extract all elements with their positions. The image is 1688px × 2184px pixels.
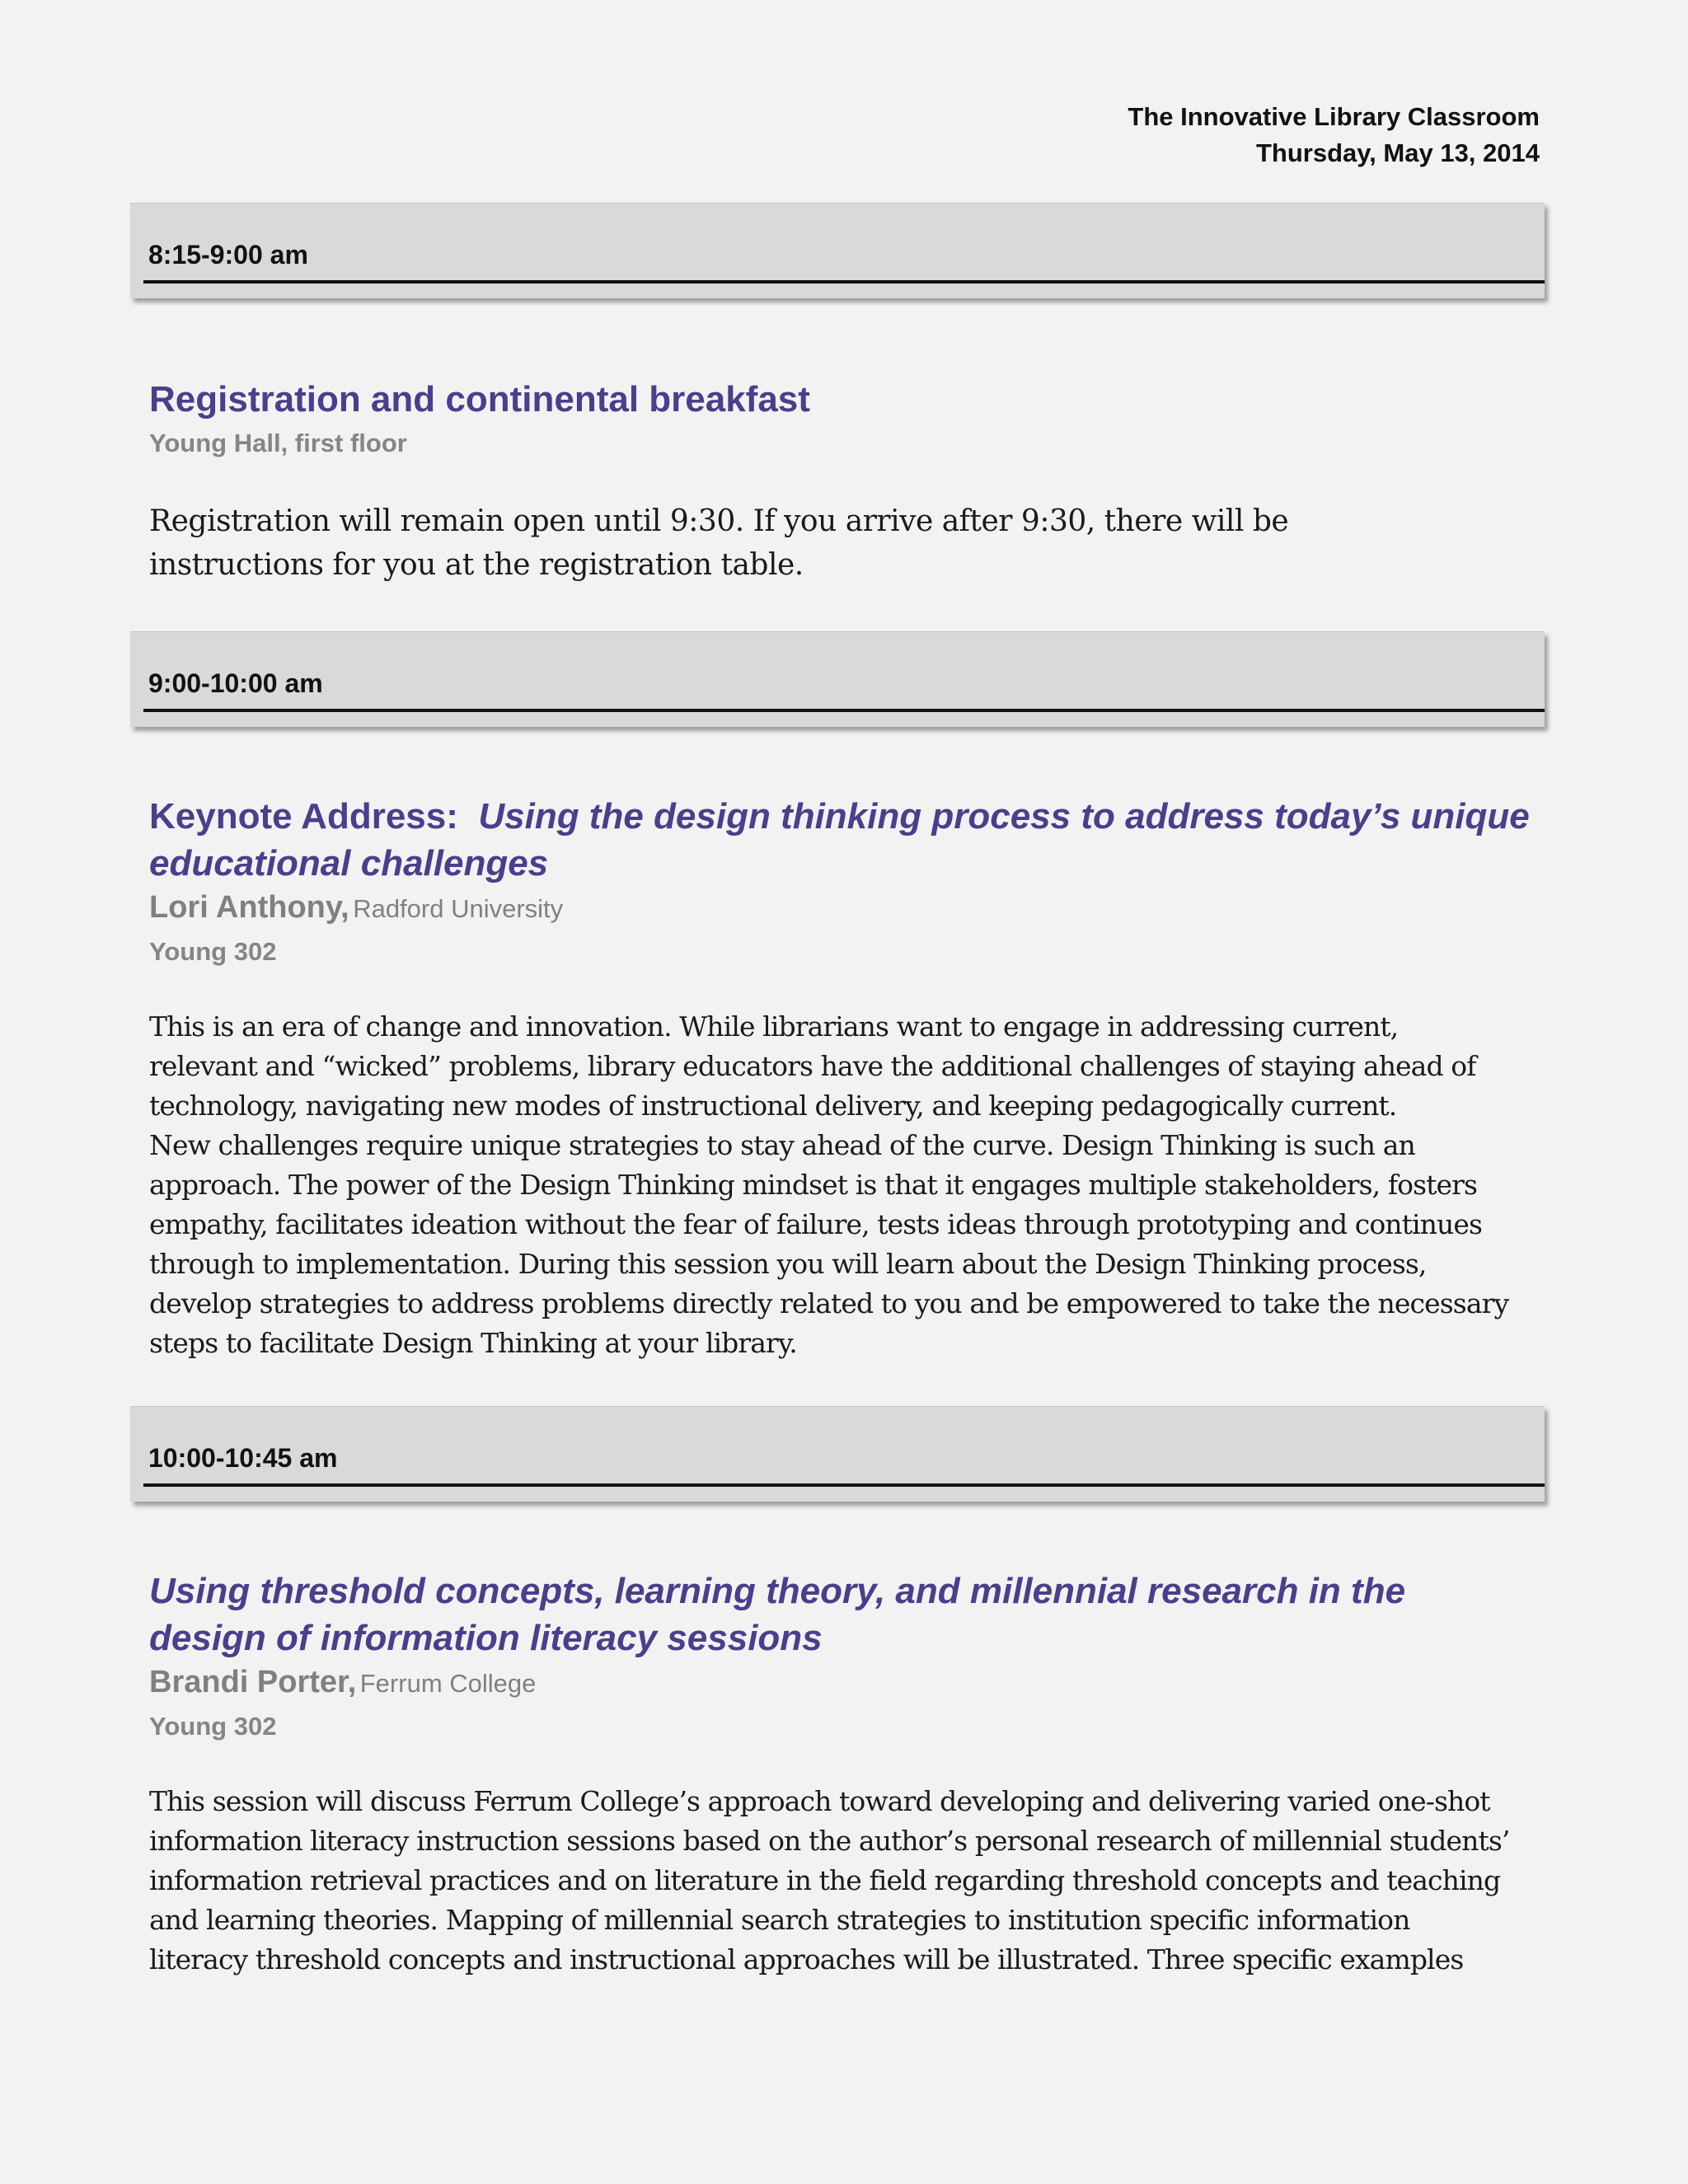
time-slot-rule	[143, 280, 1545, 284]
description-line: literacy threshold concepts and instructional approaches will be illustrated. Three specific examples	[149, 1943, 1464, 1975]
session-title-line: Using threshold concepts, learning theory, and millennial research in the	[149, 1571, 1406, 1611]
event-title: The Innovative Library Classroom	[1128, 102, 1540, 131]
time-slot-label: 10:00-10:45 am	[148, 1443, 338, 1473]
description-line: empathy, facilitates ideation without the fear of failure, tests ideas through prototyping and continues	[149, 1208, 1483, 1240]
description-line: information retrieval practices and on literature in the field regarding threshold concepts and teaching	[149, 1864, 1501, 1896]
session-title-prefix: Keynote Address:	[149, 796, 458, 837]
time-slot-label: 8:15-9:00 am	[148, 240, 308, 269]
presenter-line	[149, 1665, 536, 1700]
session-title-text: Registration and continental breakfast	[149, 379, 810, 419]
time-slot-bar	[130, 631, 1545, 727]
presenter-affiliation: Radford University	[353, 894, 564, 923]
time-slot-rule	[143, 709, 1545, 712]
description-line: relevant and “wicked” problems, library educators have the additional challenges of staying ahead of	[149, 1050, 1476, 1082]
presenter-name: Brandi Porter,	[149, 1665, 357, 1699]
session-location: Young Hall, first floor	[149, 429, 407, 457]
session-title	[149, 1568, 1405, 1661]
session-title-line: design of information literacy sessions	[149, 1618, 823, 1658]
description-line: develop strategies to address problems directly related to you and be empowered to take the necessary	[149, 1287, 1509, 1319]
presenter-affiliation: Ferrum College	[359, 1669, 537, 1698]
description-line: Registration will remain open until 9:30. If you arrive after 9:30, there will be	[149, 504, 1289, 538]
session-title	[149, 793, 1530, 887]
description-line: through to implementation. During this session you will learn about the Design Thinking process,	[149, 1248, 1427, 1280]
session-title-line: Using the design thinking process to address today’s unique	[478, 796, 1530, 837]
description-line: This is an era of change and innovation. While librarians want to engage in addressing current,	[149, 1010, 1399, 1043]
session-description	[149, 1782, 1550, 1980]
presenter-line	[149, 890, 563, 926]
description-line: instructions for you at the registration table.	[149, 548, 804, 582]
description-line: information literacy instruction sessions based on the author’s personal research of millennial students’	[149, 1825, 1510, 1857]
event-date: Thursday, May 13, 2014	[1255, 138, 1540, 167]
description-line: steps to facilitate Design Thinking at your library.	[149, 1327, 797, 1359]
description-line: This session will discuss Ferrum College’s approach toward developing and delivering varied one-shot	[149, 1785, 1490, 1817]
description-line: New challenges require unique strategies to stay ahead of the curve. Design Thinking is such an	[149, 1129, 1415, 1161]
session-location: Young 302	[149, 937, 277, 966]
description-line: approach. The power of the Design Thinking mindset is that it engages multiple stakeholders, fosters	[149, 1169, 1478, 1201]
page-header	[1128, 99, 1540, 171]
session-title	[149, 376, 810, 423]
session-description	[149, 499, 1550, 587]
description-line: technology, navigating new modes of instructional delivery, and keeping pedagogically current.	[149, 1090, 1397, 1122]
session-title-line: educational challenges	[149, 843, 549, 883]
time-slot-bar	[130, 1406, 1545, 1502]
time-slot-rule	[143, 1483, 1545, 1487]
time-slot-bar	[130, 203, 1545, 298]
description-line: and learning theories. Mapping of millennial search strategies to institution specific information	[149, 1904, 1410, 1936]
session-description	[149, 1007, 1550, 1363]
session-location: Young 302	[149, 1712, 277, 1741]
presenter-name: Lori Anthony,	[149, 890, 349, 925]
time-slot-label: 9:00-10:00 am	[148, 668, 323, 698]
